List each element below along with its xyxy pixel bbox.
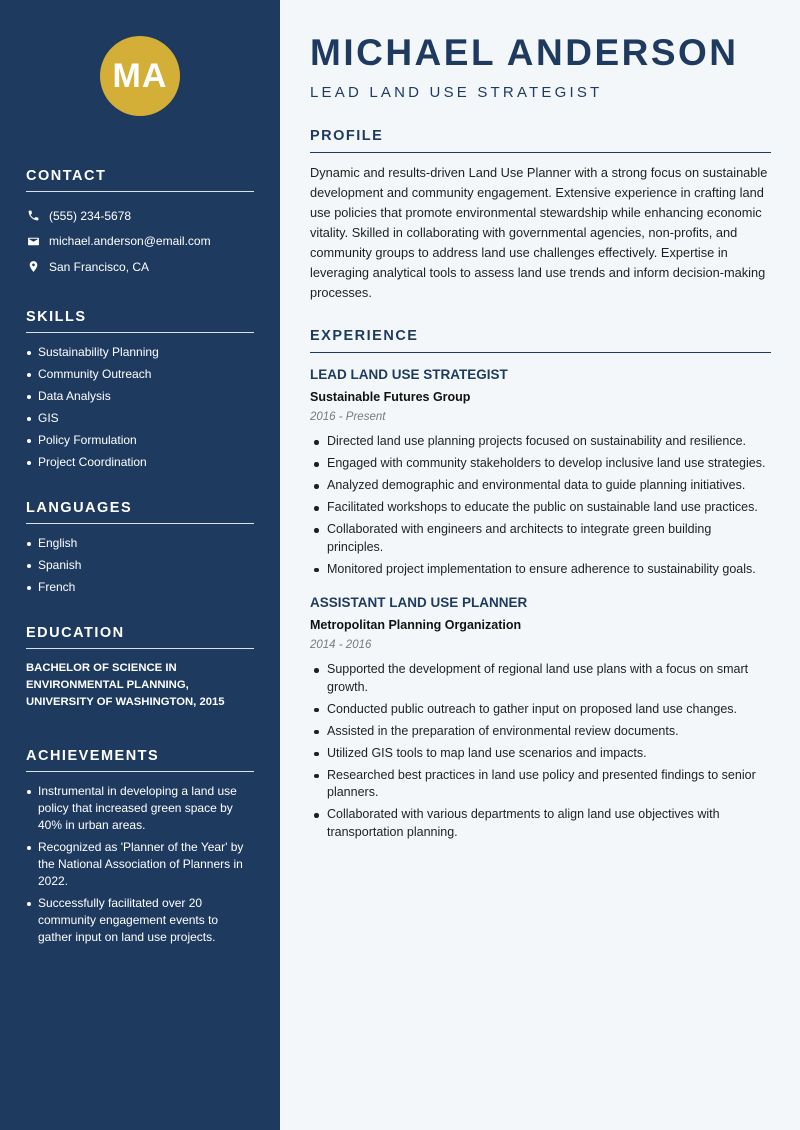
list-item: Policy Formulation — [26, 432, 254, 449]
list-item: Successfully facilitated over 20 community engagement events to gather input on land use projects. — [26, 895, 254, 946]
phone-icon — [26, 209, 40, 223]
list-item: Data Analysis — [26, 388, 254, 405]
experience-heading: EXPERIENCE — [310, 328, 771, 353]
contact-section — [26, 168, 254, 280]
contact-phone — [26, 203, 254, 229]
list-item: Supported the development of regional land use plans with a focus on smart growth. — [310, 661, 771, 696]
list-item: Directed land use planning projects focused on sustainability and resilience. — [310, 433, 771, 451]
list-item: Collaborated with engineers and architects to integrate green building principles. — [310, 521, 771, 556]
phone-text: (555) 234-5678 — [49, 208, 132, 223]
languages-list — [26, 535, 254, 596]
job-bullets — [310, 433, 771, 578]
profile-section — [310, 128, 771, 303]
list-item: French — [26, 579, 254, 596]
location-text: San Francisco, CA — [49, 259, 150, 274]
list-item: Analyzed demographic and environmental data to guide planning initiatives. — [310, 477, 771, 495]
list-item: Conducted public outreach to gather input on proposed land use changes. — [310, 701, 771, 719]
list-item: Facilitated workshops to educate the public on sustainable land use practices. — [310, 499, 771, 517]
list-item: Sustainability Planning — [26, 344, 254, 361]
education-section — [26, 625, 254, 711]
achievements-list — [26, 783, 254, 946]
list-item: GIS — [26, 410, 254, 427]
education-text: BACHELOR OF SCIENCE IN ENVIRONMENTAL PLANNING, UNIVERSITY OF WASHINGTON, 2015 — [26, 661, 225, 708]
skills-section — [26, 309, 254, 471]
list-item: Engaged with community stakeholders to develop inclusive land use strategies. — [310, 455, 771, 473]
location-pin-icon — [26, 260, 40, 274]
job-dates: 2014 - 2016 — [310, 639, 372, 651]
skills-heading: SKILLS — [26, 309, 254, 333]
candidate-name: MICHAEL ANDERSON — [310, 32, 739, 73]
job-entry — [310, 366, 771, 578]
achievements-section — [26, 748, 254, 946]
list-item: Project Coordination — [26, 454, 254, 471]
job-bullets — [310, 661, 771, 841]
profile-heading: PROFILE — [310, 128, 771, 153]
contact-location — [26, 254, 254, 280]
envelope-icon — [26, 234, 40, 248]
experience-section — [310, 328, 771, 841]
list-item: Instrumental in developing a land use policy that increased green space by 40% in urban areas. — [26, 783, 254, 834]
contact-heading: CONTACT — [26, 168, 254, 192]
skills-list — [26, 344, 254, 471]
list-item: Collaborated with various departments to align land use objectives with transportation planning. — [310, 806, 771, 841]
languages-section — [26, 500, 254, 596]
profile-text: Dynamic and results-driven Land Use Planner with a strong focus on sustainable development and community engagement. Extensive experience in crafting land use policies that promote environmental stewardship while enhancing economic vitality. Skilled in collaborating with governmental agencies, non-profits, and community groups to address land use challenges effectively. Expertise in leveraging analytical tools to assess land use trends and inform decision-making processes. — [310, 165, 768, 300]
list-item: Spanish — [26, 557, 254, 574]
job-entry — [310, 594, 771, 841]
list-item: Assisted in the preparation of environmental review documents. — [310, 723, 771, 741]
job-title: LEAD LAND USE STRATEGIST — [310, 367, 508, 382]
main-content — [280, 0, 800, 1130]
list-item: Recognized as 'Planner of the Year' by the National Association of Planners in 2022. — [26, 839, 254, 890]
achievements-heading: ACHIEVEMENTS — [26, 748, 254, 772]
sidebar — [0, 0, 280, 1130]
list-item: Researched best practices in land use policy and presented findings to senior planners. — [310, 767, 771, 802]
languages-heading: LANGUAGES — [26, 500, 254, 524]
list-item: Utilized GIS tools to map land use scenarios and impacts. — [310, 745, 771, 763]
company-name: Metropolitan Planning Organization — [310, 618, 522, 632]
job-dates: 2016 - Present — [310, 411, 386, 423]
list-item: English — [26, 535, 254, 552]
contact-email — [26, 229, 254, 255]
list-item: Monitored project implementation to ensure adherence to sustainability goals. — [310, 561, 771, 579]
candidate-title: LEAD LAND USE STRATEGIST — [310, 84, 603, 101]
list-item: Community Outreach — [26, 366, 254, 383]
education-heading: EDUCATION — [26, 625, 254, 649]
email-text: michael.anderson@email.com — [49, 234, 211, 249]
job-title: ASSISTANT LAND USE PLANNER — [310, 595, 528, 610]
avatar: MA — [100, 36, 180, 116]
company-name: Sustainable Futures Group — [310, 390, 471, 404]
